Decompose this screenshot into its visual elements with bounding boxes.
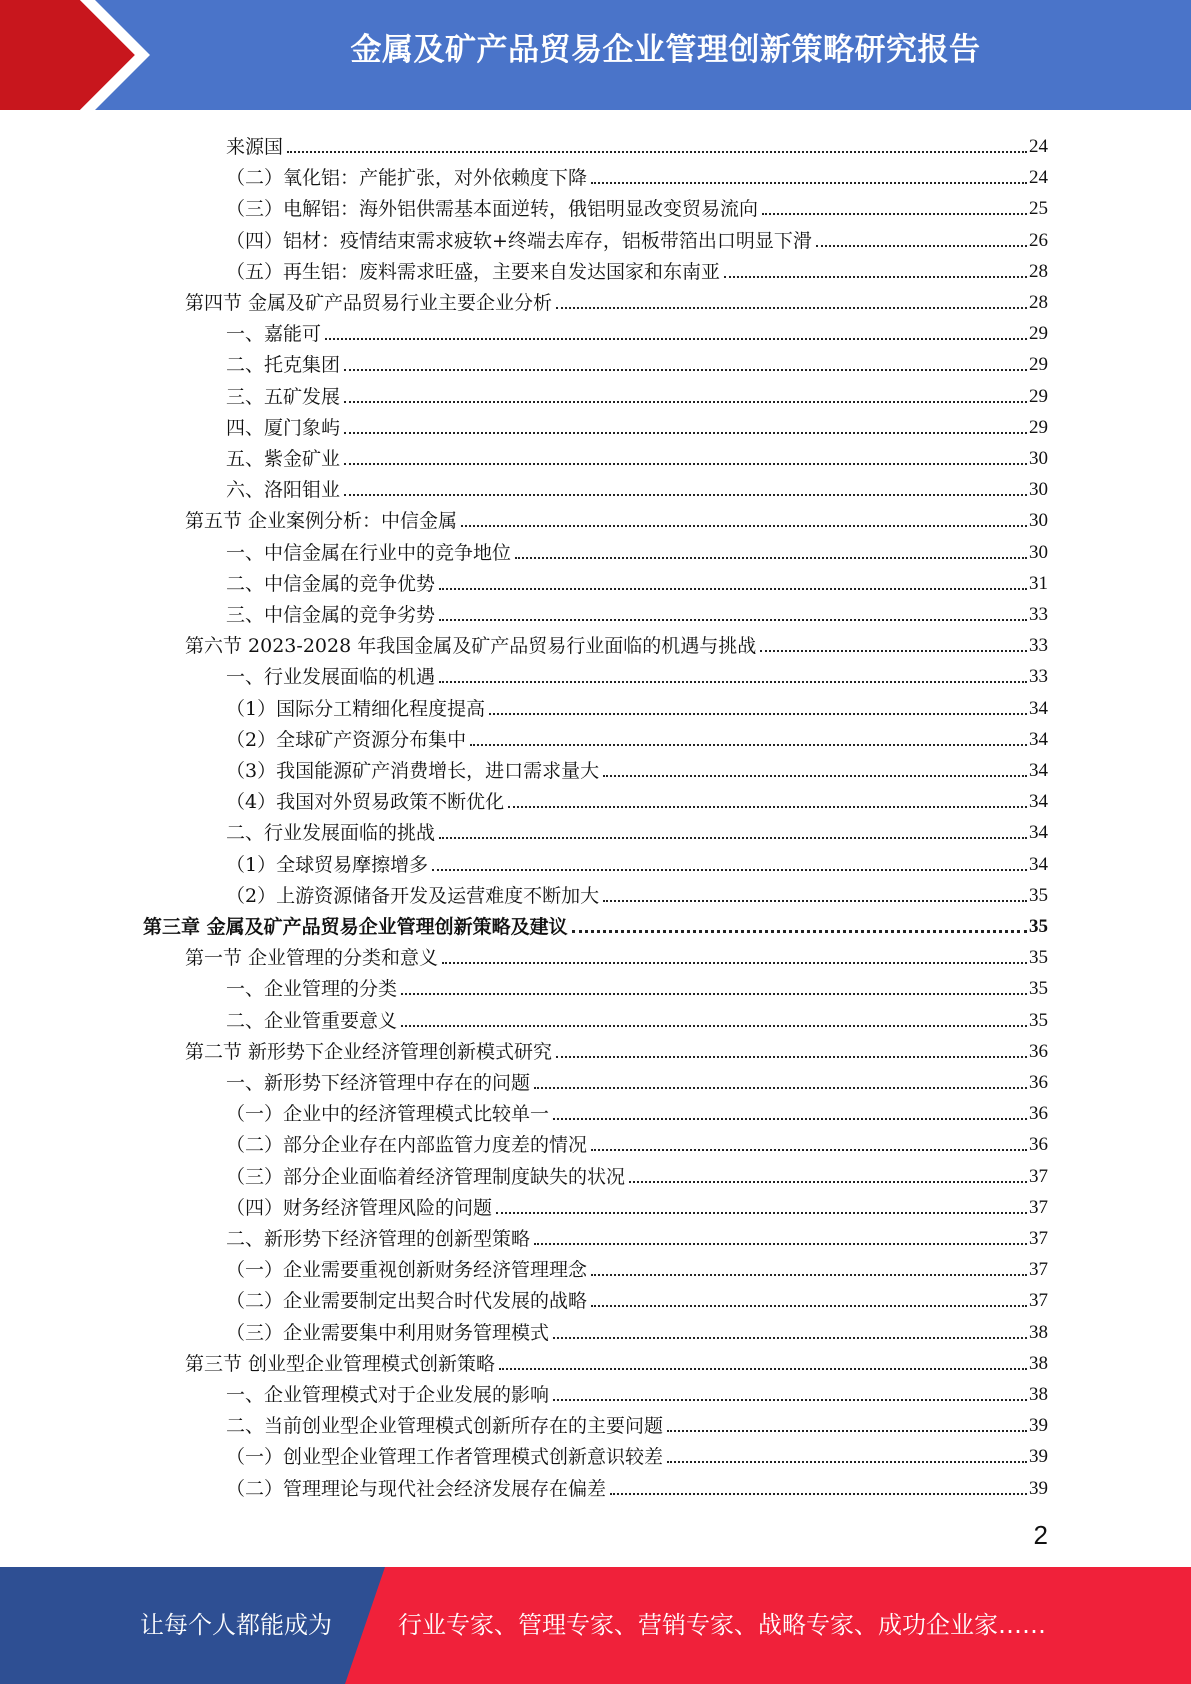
toc-entry-title: （二）管理理论与现代社会经济发展存在偏差 <box>226 1477 607 1500</box>
toc-entry[interactable] <box>226 534 1048 565</box>
toc-entry[interactable] <box>185 627 1048 658</box>
toc-entry-title: 一、企业管理模式对于企业发展的影响 <box>226 1384 550 1406</box>
toc-entry-page: 38 <box>1029 1352 1048 1374</box>
toc-entry[interactable] <box>226 1189 1048 1220</box>
dot-leader <box>499 1368 1027 1370</box>
toc-entry-page: 37 <box>1029 1290 1048 1312</box>
toc-entry[interactable] <box>226 1282 1048 1313</box>
toc-entry[interactable] <box>226 159 1048 190</box>
toc-entry[interactable] <box>185 1345 1048 1376</box>
dot-leader <box>401 993 1027 995</box>
toc-entry[interactable] <box>185 939 1048 970</box>
toc-entry[interactable] <box>185 502 1048 533</box>
toc-entry-page: 30 <box>1029 541 1048 563</box>
dot-leader <box>553 1118 1027 1120</box>
toc-entry[interactable] <box>226 1470 1048 1501</box>
toc-entry-title: （二）部分企业存在内部监管力度差的情况 <box>226 1134 588 1157</box>
toc-entry[interactable] <box>226 1407 1048 1438</box>
dot-leader <box>470 744 1027 746</box>
toc-entry[interactable] <box>226 253 1048 284</box>
toc-entry-title: （2）上游资源储备开发及运营难度不断加大 <box>226 884 600 907</box>
toc-entry-page: 30 <box>1029 510 1048 532</box>
toc-entry-title: （一）企业需要重视创新财务经济管理理念 <box>226 1259 588 1282</box>
toc-entry[interactable] <box>226 409 1048 440</box>
toc-entry-title: 二、企业管重要意义 <box>226 1009 398 1032</box>
toc-entry[interactable] <box>226 846 1048 877</box>
dot-leader <box>508 806 1027 808</box>
toc-entry-page: 34 <box>1029 791 1048 813</box>
dot-leader <box>760 650 1027 652</box>
dot-leader <box>287 151 1027 153</box>
toc-entry-page: 33 <box>1029 635 1048 657</box>
dot-leader <box>439 588 1027 590</box>
toc-entry-page: 24 <box>1029 167 1048 189</box>
toc-entry-page: 29 <box>1029 354 1048 376</box>
dot-leader <box>553 1337 1027 1339</box>
toc-entry-page: 36 <box>1029 1040 1048 1062</box>
toc-entry-page: 29 <box>1029 416 1048 438</box>
toc-entry-page: 24 <box>1029 136 1048 157</box>
toc-entry-page: 35 <box>1029 947 1048 969</box>
toc-entry[interactable] <box>226 596 1048 627</box>
toc-entry-page: 39 <box>1029 1477 1048 1499</box>
toc-entry-page: 25 <box>1029 198 1048 220</box>
toc-entry[interactable] <box>226 877 1048 908</box>
toc-entry-page: 34 <box>1029 697 1048 719</box>
dot-leader <box>667 1461 1027 1463</box>
toc-entry-title: （1）全球贸易摩擦增多 <box>226 853 429 876</box>
toc-entry[interactable] <box>226 1220 1048 1251</box>
page-footer <box>0 1567 1191 1684</box>
dot-leader <box>572 930 1027 933</box>
toc-entry-page: 37 <box>1029 1259 1048 1281</box>
toc-entry[interactable] <box>226 1002 1048 1033</box>
toc-entry-title: 二、行业发展面临的挑战 <box>226 822 436 845</box>
toc-entry[interactable] <box>226 1158 1048 1189</box>
toc-entry[interactable] <box>226 346 1048 377</box>
dot-leader <box>610 1493 1027 1495</box>
toc-entry-title: 第五节 企业案例分析：中信金属 <box>185 510 458 533</box>
toc-entry-title: 二、中信金属的竞争优势 <box>226 572 436 595</box>
toc-entry-title: （二）氧化铝：产能扩张，对外依赖度下降 <box>226 167 588 190</box>
toc-entry-page: 33 <box>1029 604 1048 625</box>
dot-leader <box>439 619 1027 621</box>
toc-entry[interactable] <box>226 128 1048 159</box>
dot-leader <box>603 775 1027 777</box>
toc-entry-title: （三）电解铝：海外铝供需基本面逆转，俄铝明显改变贸易流向 <box>226 198 759 221</box>
toc-entry[interactable] <box>226 1095 1048 1126</box>
toc-entry-page: 28 <box>1029 292 1048 313</box>
toc-entry-page: 28 <box>1029 260 1048 282</box>
toc-entry-title: （4）我国对外贸易政策不断优化 <box>226 791 505 814</box>
toc-entry-title: 二、托克集团 <box>226 354 341 377</box>
toc-entry-title: 二、新形势下经济管理的创新型策略 <box>226 1228 531 1250</box>
dot-leader <box>816 245 1027 247</box>
toc-entry-page: 37 <box>1029 1196 1048 1218</box>
toc-entry-page: 34 <box>1029 728 1048 750</box>
dot-leader <box>534 1243 1027 1245</box>
dot-leader <box>432 869 1027 871</box>
dot-leader <box>344 494 1027 496</box>
toc-entry[interactable] <box>226 1376 1048 1407</box>
toc-entry[interactable] <box>226 721 1048 752</box>
footer-slogan-left: 让每个人都能成为 <box>140 1611 332 1639</box>
toc-entry-page: 36 <box>1029 1103 1048 1125</box>
toc-entry-page: 26 <box>1029 229 1048 251</box>
toc-entry-page: 39 <box>1029 1415 1048 1437</box>
toc-entry-title: 第一节 企业管理的分类和意义 <box>185 947 439 970</box>
toc-entry[interactable] <box>143 908 1048 939</box>
toc-entry[interactable] <box>226 1314 1048 1345</box>
dot-leader <box>667 1430 1027 1432</box>
toc-entry-title: 二、当前创业型企业管理模式创新所存在的主要问题 <box>226 1415 664 1438</box>
toc-entry-title: 第六节 2023-2028 年我国金属及矿产品贸易行业面临的机遇与挑战 <box>185 635 757 658</box>
toc-entry-title: 三、中信金属的竞争劣势 <box>226 604 436 626</box>
dot-leader <box>344 401 1027 403</box>
toc-entry-page: 35 <box>1029 978 1048 1000</box>
toc-entry-page: 36 <box>1029 1134 1048 1156</box>
report-title: 金属及矿产品贸易企业管理创新策略研究报告 <box>350 32 981 68</box>
toc-entry-page: 30 <box>1029 479 1048 501</box>
footer-slogan-right: 行业专家、管理专家、营销专家、战略专家、成功企业家…… <box>398 1611 1046 1639</box>
dot-leader <box>344 369 1027 371</box>
toc-entry-title: （四）财务经济管理风险的问题 <box>226 1196 493 1219</box>
toc-entry-title: 一、嘉能可 <box>226 323 322 346</box>
toc-entry-title: （二）企业需要制定出契合时代发展的战略 <box>226 1290 588 1313</box>
toc-entry-title: 第二节 新形势下企业经济管理创新模式研究 <box>185 1040 553 1063</box>
toc-entry-page: 29 <box>1029 385 1048 407</box>
toc-entry-page: 29 <box>1029 323 1048 345</box>
toc-entry-page: 34 <box>1029 760 1048 781</box>
toc-entry-title: 一、新形势下经济管理中存在的问题 <box>226 1072 531 1094</box>
toc-entry[interactable] <box>226 315 1048 346</box>
toc-entry[interactable] <box>226 1438 1048 1469</box>
dot-leader <box>591 1274 1027 1276</box>
red-chevron-icon <box>0 0 160 110</box>
toc-entry-title: （五）再生铝：废料需求旺盛，主要来自发达国家和东南亚 <box>226 260 721 283</box>
page-header <box>0 0 1191 110</box>
toc-entry-title: （四）铝材：疫情结束需求疲软+终端去库存，铝板带箔出口明显下滑 <box>226 229 812 252</box>
toc-entry-title: 一、中信金属在行业中的竞争地位 <box>226 541 512 564</box>
toc-entry-page: 38 <box>1029 1384 1048 1405</box>
toc-entry-title: （三）企业需要集中利用财务管理模式 <box>226 1321 550 1344</box>
toc-entry-title: 来源国 <box>226 136 284 158</box>
dot-leader <box>515 557 1027 559</box>
toc-entry-page: 38 <box>1029 1321 1048 1343</box>
dot-leader <box>556 307 1027 309</box>
toc-entry[interactable] <box>226 690 1048 721</box>
toc-entry[interactable] <box>226 222 1048 253</box>
dot-leader <box>439 681 1027 683</box>
toc-entry[interactable] <box>226 440 1048 471</box>
dot-leader <box>489 713 1027 715</box>
dot-leader <box>461 525 1027 527</box>
toc-entry-title: 四、厦门象屿 <box>226 416 341 439</box>
toc-entry[interactable] <box>226 970 1048 1001</box>
dot-leader <box>344 432 1027 434</box>
toc-entry[interactable] <box>226 471 1048 502</box>
toc-entry[interactable] <box>226 190 1048 221</box>
toc-entry-title: 五、紫金矿业 <box>226 448 341 470</box>
toc-entry-title: （一）创业型企业管理工作者管理模式创新意识较差 <box>226 1446 664 1469</box>
toc-entry-title: 三、五矿发展 <box>226 385 341 408</box>
toc-entry-page: 37 <box>1029 1165 1048 1187</box>
dot-leader <box>442 962 1027 964</box>
dot-leader <box>401 1025 1027 1027</box>
dot-leader <box>591 1305 1027 1307</box>
toc-entry-page: 35 <box>1029 884 1048 906</box>
toc-entry-title: （2）全球矿产资源分布集中 <box>226 728 467 751</box>
toc-entry-title: 第三节 创业型企业管理模式创新策略 <box>185 1352 496 1375</box>
toc-entry-page: 31 <box>1029 572 1048 594</box>
toc-entry[interactable] <box>226 814 1048 845</box>
toc-entry[interactable] <box>226 378 1048 409</box>
toc-entry-title: 第四节 金属及矿产品贸易行业主要企业分析 <box>185 292 553 314</box>
toc-entry[interactable] <box>185 284 1048 315</box>
toc-entry-page: 36 <box>1029 1072 1048 1093</box>
toc-entry-page: 30 <box>1029 448 1048 469</box>
dot-leader <box>724 276 1027 278</box>
toc-entry[interactable] <box>226 565 1048 596</box>
toc-entry-page: 35 <box>1029 1009 1048 1031</box>
toc-entry-title: （一）企业中的经济管理模式比较单一 <box>226 1103 550 1126</box>
dot-leader <box>556 1056 1027 1058</box>
toc-entry-page: 33 <box>1029 666 1048 688</box>
page-number: 2 <box>1033 1520 1048 1550</box>
dot-leader <box>325 338 1027 340</box>
dot-leader <box>553 1399 1027 1401</box>
dot-leader <box>629 1181 1027 1183</box>
toc-entry[interactable] <box>226 752 1048 783</box>
toc-entry-title: 第三章 金属及矿产品贸易企业管理创新策略及建议 <box>143 916 568 938</box>
dot-leader <box>603 900 1027 902</box>
toc-entry-page: 35 <box>1029 916 1048 937</box>
toc-entry[interactable] <box>226 658 1048 689</box>
dot-leader <box>496 1212 1027 1214</box>
toc-entry[interactable] <box>226 1064 1048 1095</box>
toc-entry-page: 37 <box>1029 1228 1048 1249</box>
toc-entry[interactable] <box>185 1033 1048 1064</box>
toc-entry-title: （3）我国能源矿产消费增长，进口需求量大 <box>226 760 600 782</box>
toc-entry[interactable] <box>226 1126 1048 1157</box>
dot-leader <box>591 1149 1027 1151</box>
toc-entry-page: 34 <box>1029 853 1048 875</box>
toc-entry-page: 34 <box>1029 822 1048 844</box>
toc-entry-title: 一、行业发展面临的机遇 <box>226 666 436 689</box>
dot-leader <box>534 1087 1027 1089</box>
toc-entry[interactable] <box>226 1251 1048 1282</box>
toc-entry-title: 六、洛阳钼业 <box>226 479 341 502</box>
dot-leader <box>762 213 1027 215</box>
toc-entry-title: （三）部分企业面临着经济管理制度缺失的状况 <box>226 1165 626 1188</box>
toc-entry-title: 一、企业管理的分类 <box>226 978 398 1001</box>
toc-entry-page: 39 <box>1029 1446 1048 1468</box>
dot-leader <box>344 463 1027 465</box>
dot-leader <box>439 837 1027 839</box>
toc-entry-title: （1）国际分工精细化程度提高 <box>226 697 486 720</box>
dot-leader <box>591 182 1027 184</box>
toc-entry[interactable] <box>226 783 1048 814</box>
